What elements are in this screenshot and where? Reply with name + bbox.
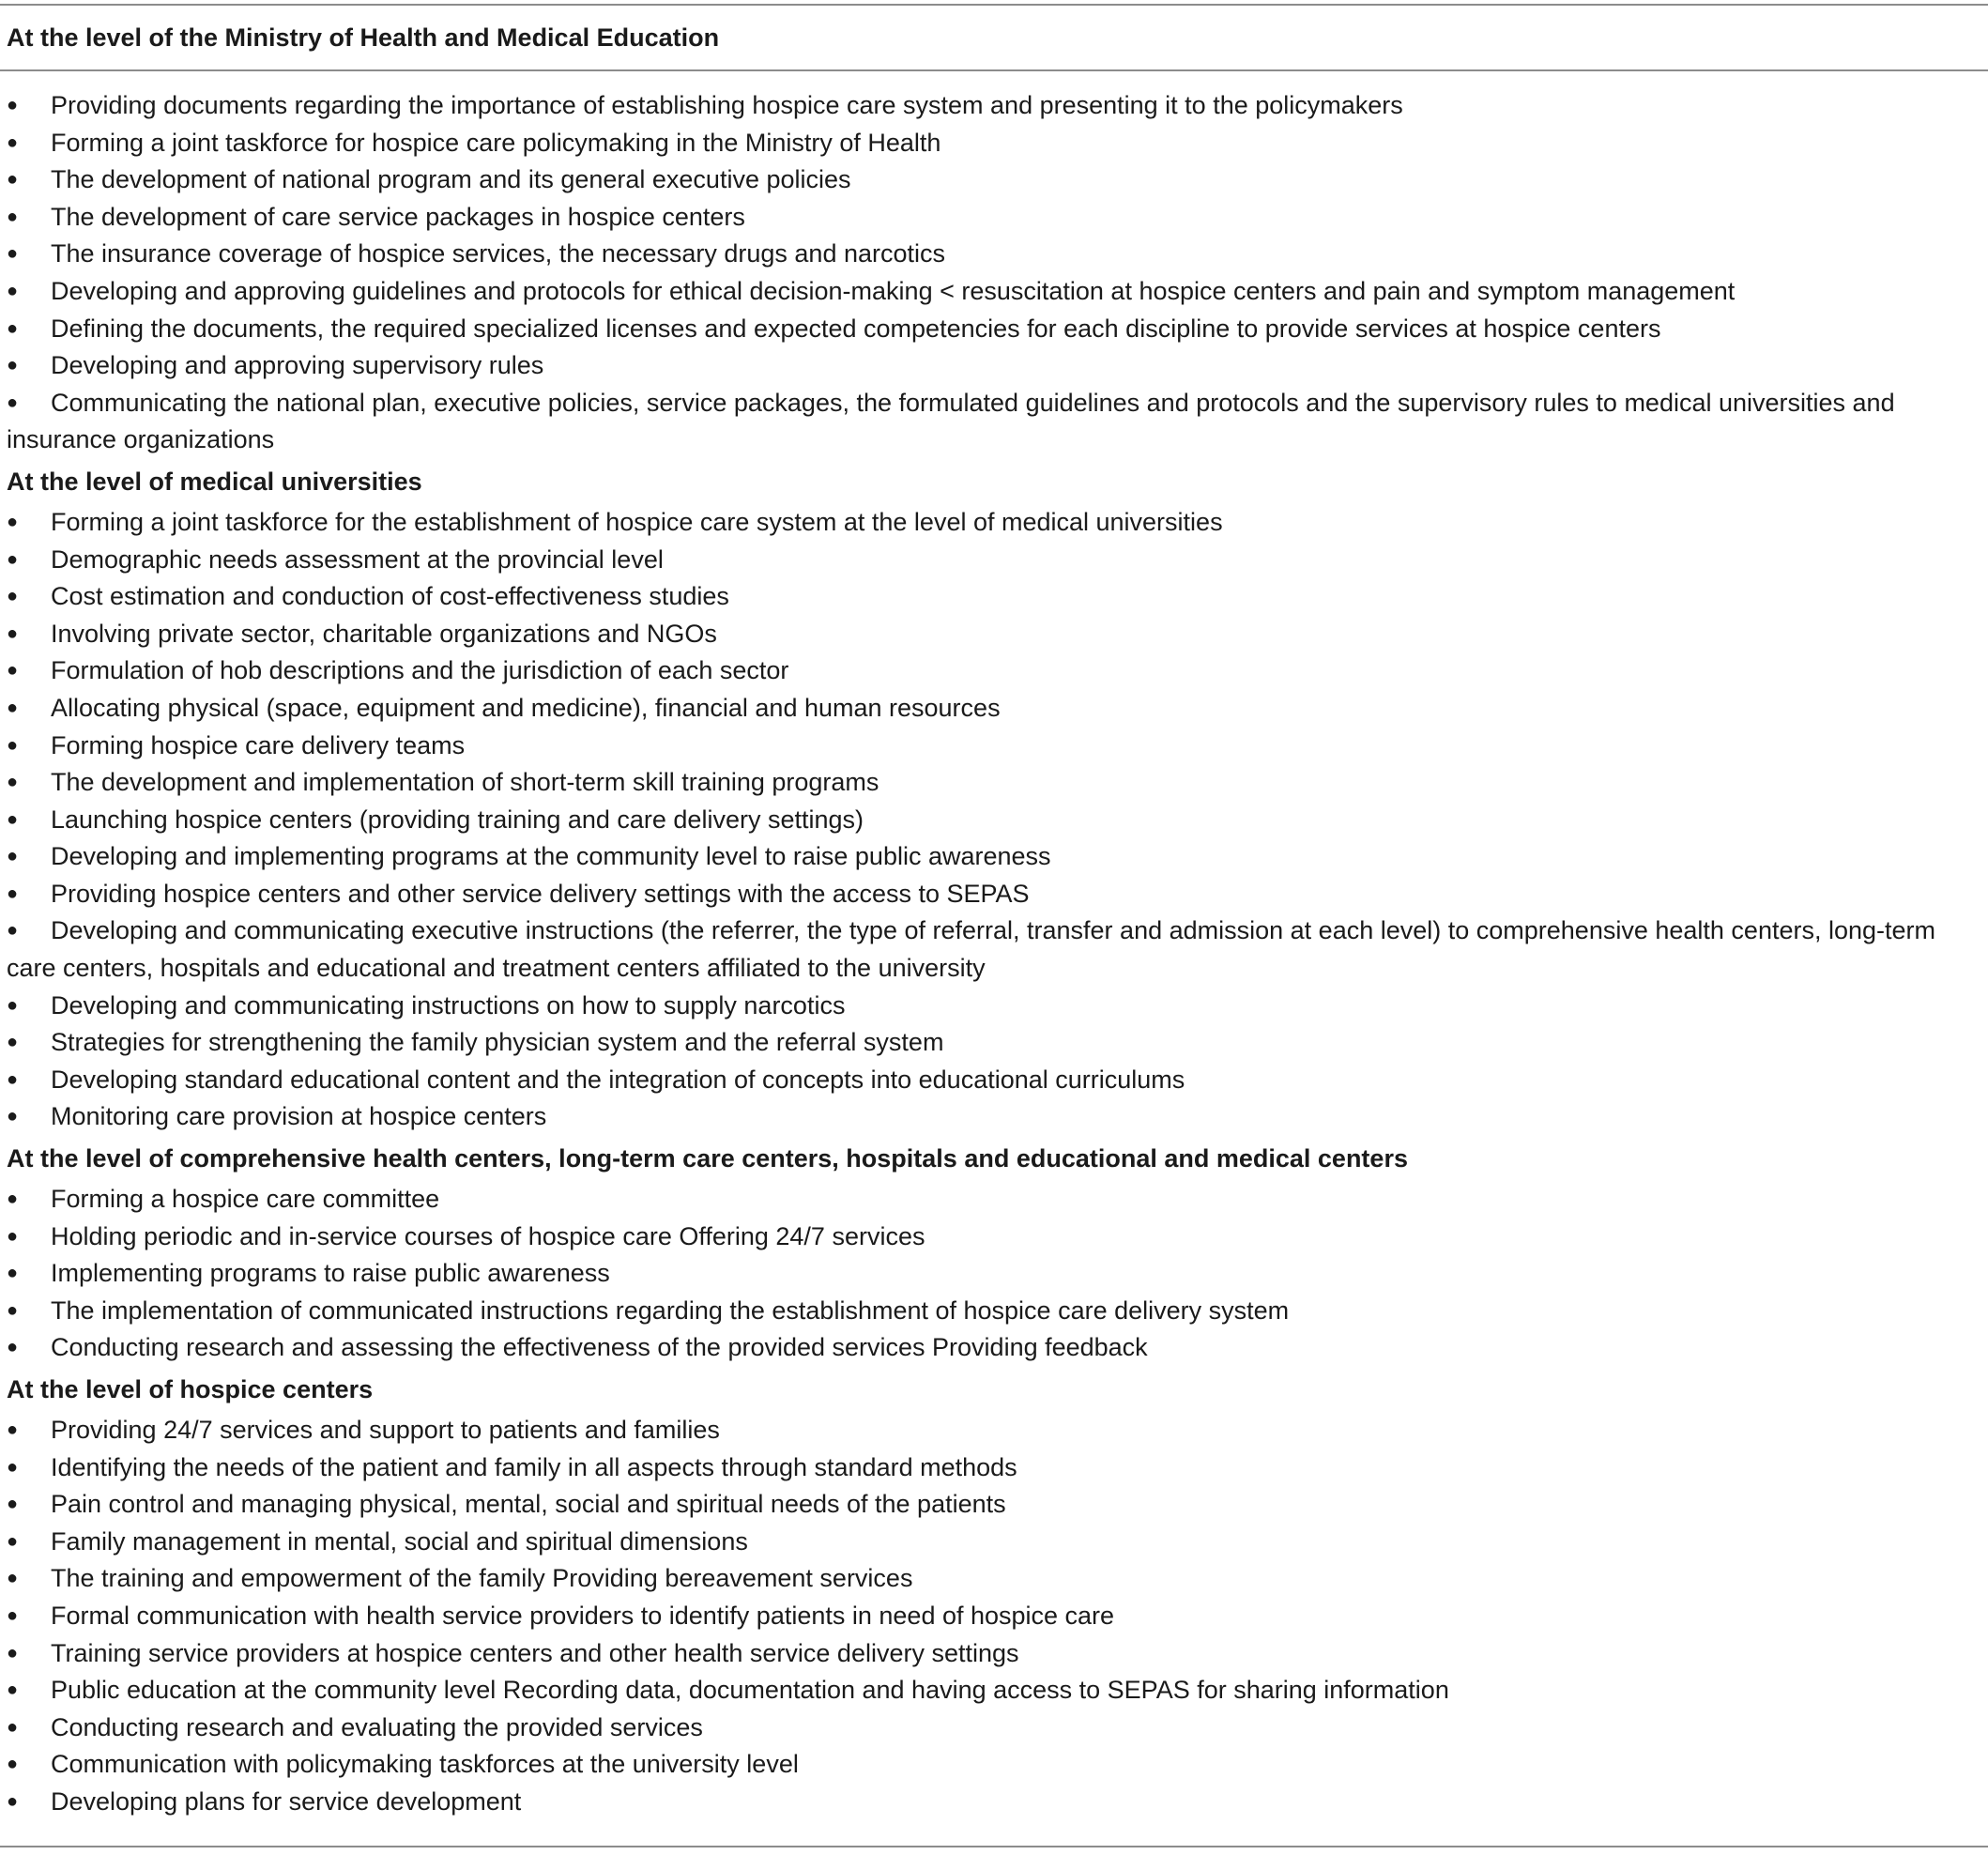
list-item-text: Developing and implementing programs at the community level to raise public awareness (51, 842, 1051, 871)
bullet-icon: ● (7, 882, 19, 904)
bullet-icon: ● (7, 1716, 19, 1738)
list-item-text: Communication with policymaking taskforces at the university level (51, 1750, 799, 1779)
list-item (0, 1293, 1988, 1330)
list-item-text: Pain control and managing physical, mental, social and spiritual needs of the patients (51, 1490, 1006, 1519)
bullet-icon: ● (7, 1530, 19, 1552)
list-item-text: The development of care service packages in hospice centers (51, 202, 745, 231)
list-item-text: Developing and communicating instructions on how to supply narcotics (51, 990, 846, 1019)
list-item-text: Conducting research and evaluating the provided services (51, 1712, 703, 1741)
list-item-text: Developing standard educational content and the integration of concepts into educational curriculums (51, 1065, 1185, 1094)
section-heading: At the level of hospice centers (7, 1375, 374, 1403)
table-bottom-rule (0, 1846, 1988, 1847)
bullet-list (0, 87, 1988, 459)
list-item (0, 1329, 1988, 1367)
list-item-text: Developing and communicating executive instructions (the referrer, the type of referral, transfer and admission at each level) to comprehensive health centers, long-term care centers, hospitals and educational and treatment centers affiliated to the university (7, 916, 1936, 983)
bullet-icon: ● (7, 586, 19, 607)
list-item (0, 764, 1988, 802)
list-item (0, 652, 1988, 690)
bullet-icon: ● (7, 1642, 19, 1663)
list-item (0, 912, 1988, 987)
list-item-text: Formal communication with health service providers to identify patients in need of hospice care (51, 1601, 1115, 1630)
bullet-icon: ● (7, 994, 19, 1016)
list-item-text: Communicating the national plan, executive policies, service packages, the formulated guidelines and protocols and the supervisory rules to medical universities and insurance organizations (7, 388, 1895, 454)
list-item (0, 87, 1988, 125)
list-item (0, 1062, 1988, 1099)
list-item (0, 1219, 1988, 1256)
list-item (0, 616, 1988, 653)
bullet-icon: ● (7, 660, 19, 682)
list-item (0, 311, 1988, 348)
bullet-icon: ● (7, 317, 19, 339)
bullet-icon: ● (7, 697, 19, 718)
bullet-list (0, 1181, 1988, 1367)
table-header: At the level of the Ministry of Health and Medical Education (7, 23, 720, 52)
bullet-icon: ● (7, 1263, 19, 1284)
bullet-icon: ● (7, 1790, 19, 1812)
list-item-text: Forming a joint taskforce for hospice care policymaking in the Ministry of Health (51, 128, 941, 157)
bullet-icon: ● (7, 1032, 19, 1053)
list-item (0, 125, 1988, 162)
list-item-text: Developing and approving supervisory rules (51, 351, 544, 380)
bullet-icon: ● (7, 1068, 19, 1090)
table-section (0, 1367, 1988, 1821)
table-header-rule (0, 69, 1988, 71)
list-item-text: Forming hospice care delivery teams (51, 730, 466, 759)
list-item (0, 199, 1988, 237)
list-item (0, 1746, 1988, 1784)
list-item-text: Cost estimation and conduction of cost-effectiveness studies (51, 582, 729, 611)
list-item (0, 1560, 1988, 1598)
list-item-text: Monitoring care provision at hospice centers (51, 1102, 547, 1131)
list-item-text: Launching hospice centers (providing training and care delivery settings) (51, 805, 864, 834)
list-item-text: Developing and approving guidelines and protocols for ethical decision-making < resuscitation at hospice centers and pain and symptom management (51, 276, 1736, 305)
bullet-icon: ● (7, 355, 19, 376)
list-item (0, 1784, 1988, 1821)
bullet-icon: ● (7, 95, 19, 115)
bullet-icon: ● (7, 391, 19, 413)
list-item-text: Strategies for strengthening the family physician system and the referral system (51, 1028, 944, 1057)
list-item (0, 802, 1988, 839)
list-item-text: Allocating physical (space, equipment and medicine), financial and human resources (51, 693, 1001, 722)
bullet-icon: ● (7, 1604, 19, 1626)
bullet-icon: ● (7, 1299, 19, 1321)
list-item (0, 236, 1988, 273)
list-item-text: Formulation of hob descriptions and the jurisdiction of each sector (51, 656, 789, 685)
list-item (0, 1672, 1988, 1709)
bullet-icon: ● (7, 169, 19, 191)
list-item-text: The training and empowerment of the family Providing bereavement services (51, 1564, 913, 1593)
list-item-text: Providing documents regarding the importance of establishing hospice care system and presenting it to the policymakers (51, 91, 1403, 119)
bullet-icon: ● (7, 280, 19, 301)
table-section (0, 459, 1988, 1136)
list-item (0, 1255, 1988, 1293)
bullet-icon: ● (7, 243, 19, 265)
table-section (0, 87, 1988, 459)
list-item-text: Defining the documents, the required specialized licenses and expected competencies for each discipline to provide services at hospice centers (51, 314, 1661, 343)
list-item-text: Family management in mental, social and spiritual dimensions (51, 1526, 748, 1556)
bullet-icon: ● (7, 622, 19, 644)
list-item (0, 1024, 1988, 1062)
list-item-text: Forming a joint taskforce for the establishment of hospice care system at the level of medical universities (51, 507, 1223, 536)
bullet-icon: ● (7, 1568, 19, 1589)
table-top-rule (0, 4, 1988, 6)
list-item-text: Conducting research and assessing the effectiveness of the provided services Providing feedback (51, 1333, 1148, 1362)
table-body (0, 87, 1988, 1821)
list-item (0, 385, 1988, 459)
list-item-text: Holding periodic and in-service courses of hospice care Offering 24/7 services (51, 1221, 925, 1250)
list-item-text: The development of national program and its general executive policies (51, 165, 851, 194)
bullet-icon: ● (7, 734, 19, 756)
list-item-text: The implementation of communicated instructions regarding the establishment of hospice care delivery system (51, 1295, 1290, 1325)
list-item-text: The development and implementation of short-term skill training programs (51, 768, 879, 797)
list-item (0, 578, 1988, 616)
list-item (0, 161, 1988, 199)
bullet-list (0, 504, 1988, 1136)
bullet-icon: ● (7, 1754, 19, 1775)
list-item-text: Providing hospice centers and other service delivery settings with the access to SEPAS (51, 879, 1030, 908)
bullet-icon: ● (7, 1679, 19, 1701)
list-item (0, 1598, 1988, 1635)
bullet-icon: ● (7, 1106, 19, 1127)
section-heading: At the level of comprehensive health centers, long-term care centers, hospitals and educational and medical centers (7, 1144, 1408, 1173)
list-item (0, 1449, 1988, 1487)
bullet-icon: ● (7, 206, 19, 227)
bullet-icon: ● (7, 511, 19, 532)
bullet-icon: ● (7, 1337, 19, 1358)
list-item (0, 273, 1988, 311)
list-item (0, 542, 1988, 579)
list-item (0, 988, 1988, 1025)
bullet-icon: ● (7, 131, 19, 153)
bullet-icon: ● (7, 1456, 19, 1478)
list-item-text: The insurance coverage of hospice services, the necessary drugs and narcotics (51, 239, 946, 268)
bullet-icon: ● (7, 548, 19, 570)
list-item (0, 1098, 1988, 1136)
bullet-icon: ● (7, 1419, 19, 1440)
list-item (0, 690, 1988, 728)
bullet-icon: ● (7, 1494, 19, 1515)
list-item (0, 1524, 1988, 1561)
list-item (0, 728, 1988, 765)
bullet-icon: ● (7, 808, 19, 830)
list-item (0, 504, 1988, 542)
list-item-text: Providing 24/7 services and support to patients and families (51, 1416, 720, 1444)
list-item-text: Training service providers at hospice centers and other health service delivery settings (51, 1638, 1019, 1667)
list-item-text: Demographic needs assessment at the provincial level (51, 544, 664, 574)
list-item (0, 1709, 1988, 1747)
bullet-list (0, 1412, 1988, 1821)
list-item-text: Involving private sector, charitable organizations and NGOs (51, 619, 717, 648)
list-item (0, 1181, 1988, 1219)
list-item (0, 876, 1988, 913)
section-heading: At the level of medical universities (7, 467, 422, 496)
list-item (0, 838, 1988, 876)
list-item (0, 1635, 1988, 1673)
list-item (0, 1412, 1988, 1449)
bullet-icon: ● (7, 846, 19, 867)
list-item-text: Public education at the community level Recording data, documentation and having access to SEPAS for sharing information (51, 1676, 1449, 1705)
list-item-text: Identifying the needs of the patient and family in all aspects through standard methods (51, 1452, 1017, 1481)
list-item-text: Forming a hospice care committee (51, 1185, 440, 1214)
table-section (0, 1136, 1988, 1367)
bullet-icon: ● (7, 772, 19, 793)
bullet-icon: ● (7, 1225, 19, 1247)
bullet-icon: ● (7, 920, 19, 942)
list-item-text: Developing plans for service development (51, 1786, 522, 1816)
list-item (0, 1486, 1988, 1524)
list-item-text: Implementing programs to raise public awareness (51, 1259, 610, 1288)
bullet-icon: ● (7, 1188, 19, 1210)
list-item (0, 347, 1988, 385)
